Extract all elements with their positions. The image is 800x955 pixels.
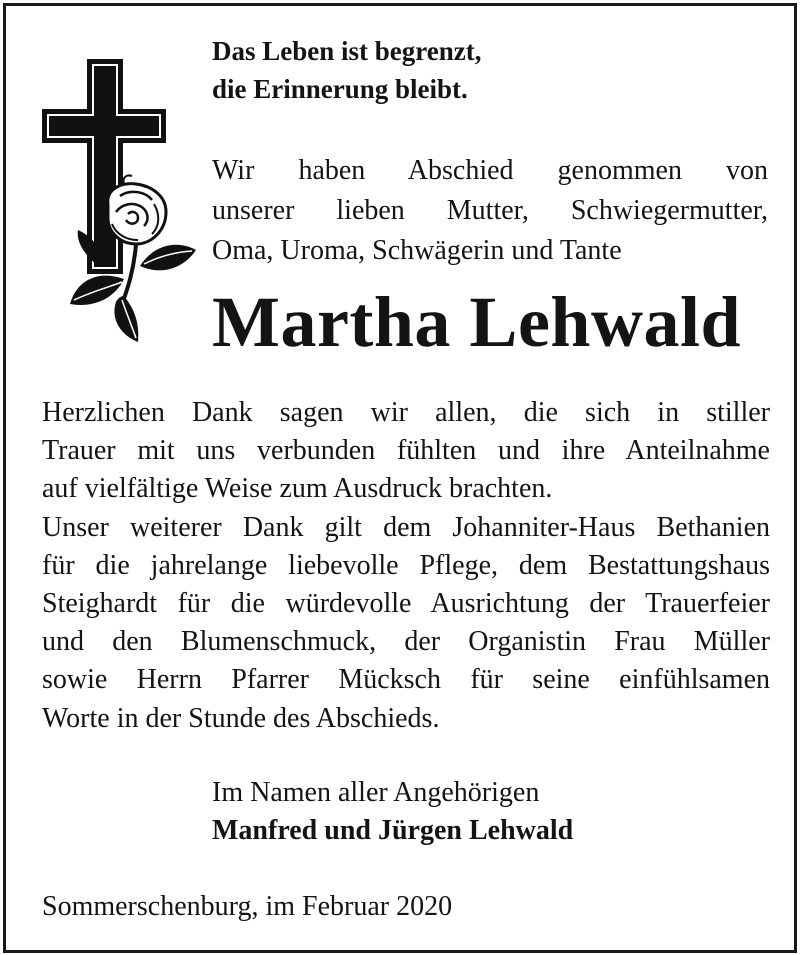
on-behalf-line: Im Namen aller Angehörigen <box>212 777 540 808</box>
intro-line: unserer lieben Mutter, Schwiegermutter, <box>212 195 768 226</box>
place-date: Sommerschenburg, im Februar 2020 <box>42 891 453 922</box>
thanks-line: Herzlichen Dank sagen wir allen, die sich in stiller <box>42 397 770 428</box>
deceased-name: Martha Lehwald <box>212 282 741 362</box>
thanks-line: Steighardt für die würdevolle Ausrichtung der Trauerfeier <box>42 588 770 620</box>
closing-signature <box>212 774 573 850</box>
thanks-line: und den Blumenschmuck, der Organistin Frau Müller <box>42 626 770 658</box>
obituary-notice <box>3 3 797 953</box>
thanks-line: Unser weiterer Dank gilt dem Johanniter-Haus Bethanien <box>42 511 770 543</box>
intro-line: Oma, Uroma, Schwägerin und Tante <box>212 235 622 266</box>
thanks-text <box>42 394 770 738</box>
thanks-line: Worte in der Stunde des Abschieds. <box>42 702 440 734</box>
intro-line: Wir haben Abschied genommen von <box>212 155 768 186</box>
thanks-line: Trauer mit uns verbunden fühlten und ihre Anteilnahme <box>42 435 770 467</box>
mourner-names: Manfred und Jürgen Lehwald <box>212 815 574 846</box>
motto-line: Das Leben ist begrenzt, <box>212 36 482 66</box>
thanks-line: sowie Herrn Pfarrer Mücksch für seine einfühlsamen <box>42 664 770 696</box>
thanks-line: auf vielfältige Weise zum Ausdruck brachten. <box>42 473 553 505</box>
intro-text <box>212 151 768 271</box>
cross-with-rose-icon <box>36 54 206 344</box>
motto <box>212 32 482 108</box>
motto-line: die Erinnerung bleibt. <box>212 74 468 104</box>
thanks-line: für die jahrelange liebevolle Pflege, dem Bestattungshaus <box>42 549 770 581</box>
